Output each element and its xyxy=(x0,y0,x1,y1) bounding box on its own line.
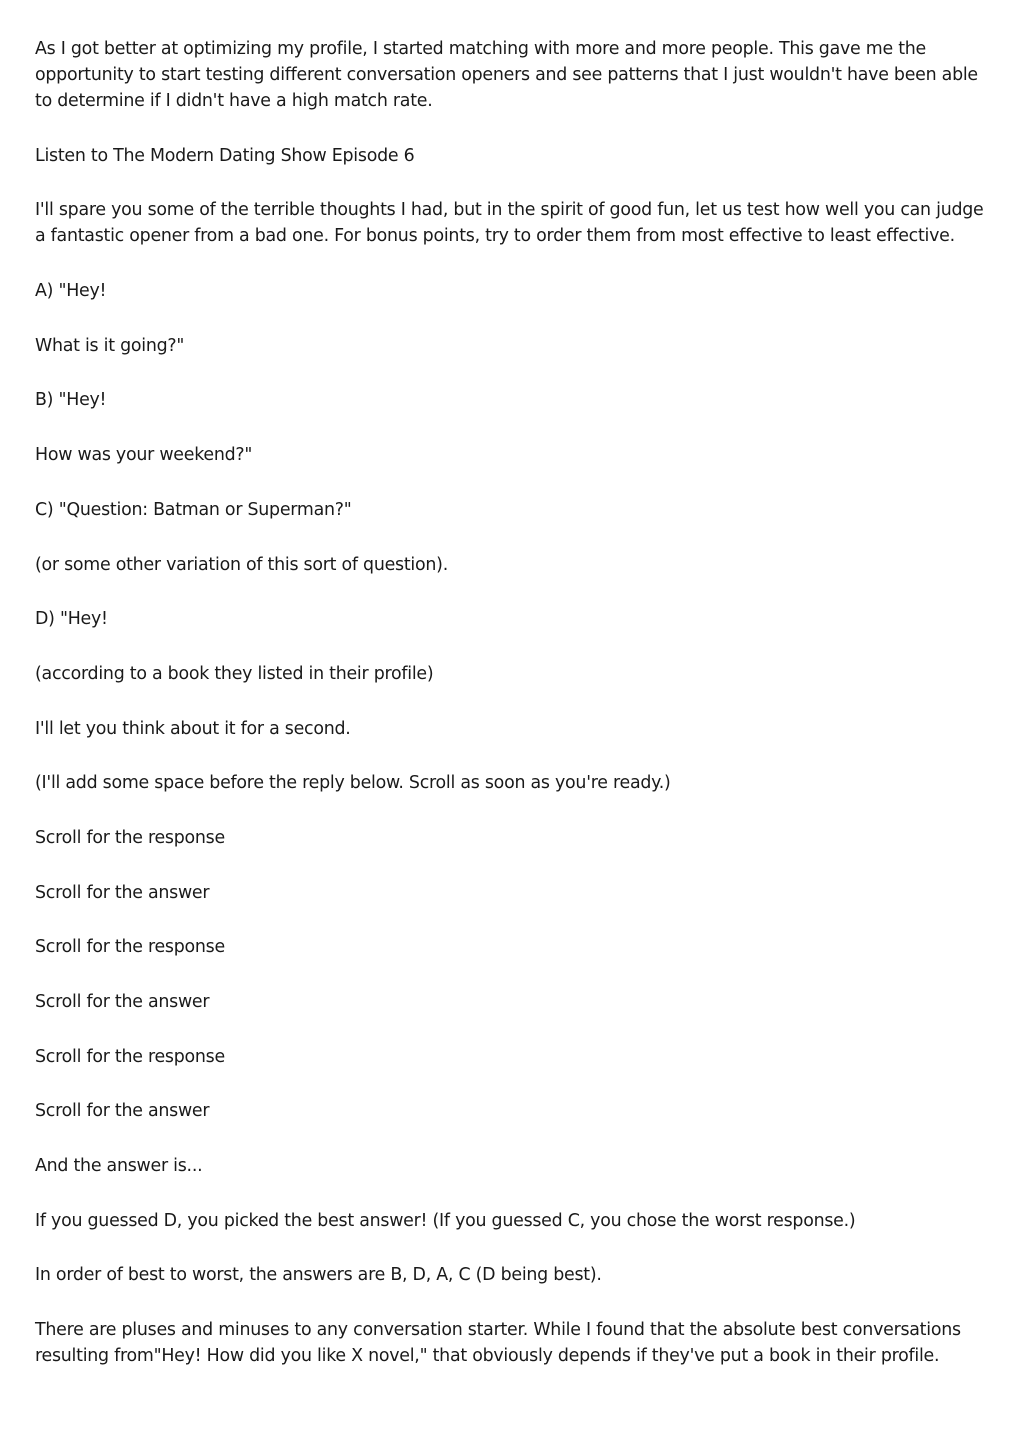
paragraph-episode-link: Listen to The Modern Dating Show Episode 6 xyxy=(35,145,415,166)
article-body xyxy=(35,36,995,1398)
paragraph-answer-order: In order of best to worst, the answers are B, D, A, C (D being best). xyxy=(35,1265,602,1286)
scroll-prompt: Scroll for the answer xyxy=(35,1101,210,1122)
paragraph-quiz-intro: I'll spare you some of the terrible thoughts I had, but in the spirit of good fun, let us test how well you can judge a fantastic opener from a bad one. For bonus points, try to order them from most effective to least effective. xyxy=(35,200,984,247)
paragraph-answer-reveal: And the answer is... xyxy=(35,1156,203,1177)
option-b-line-2: How was your weekend?" xyxy=(35,445,253,466)
option-d-line-2: (according to a book they listed in their profile) xyxy=(35,663,434,684)
option-a-line-1: A) "Hey! xyxy=(35,281,107,302)
option-d-line-1: D) "Hey! xyxy=(35,609,108,630)
paragraph-conclusion: There are pluses and minuses to any conversation starter. While I found that the absolute best conversations resulting from"Hey! How did you like X novel," that obviously depends if they've put a book in their profile. xyxy=(35,1320,961,1367)
paragraph-intro: As I got better at optimizing my profile, I started matching with more and more people. This gave me the opportunity to start testing different conversation openers and see patterns that I just wouldn't have been able to determine if I didn't have a high match rate. xyxy=(35,39,978,111)
scroll-prompt: Scroll for the response xyxy=(35,1046,225,1067)
paragraph-think: I'll let you think about it for a second. xyxy=(35,718,351,739)
paragraph-space-note: (I'll add some space before the reply below. Scroll as soon as you're ready.) xyxy=(35,773,671,794)
scroll-prompt: Scroll for the answer xyxy=(35,882,210,903)
scroll-prompt: Scroll for the answer xyxy=(35,992,210,1012)
option-c-line-1: C) "Question: Batman or Superman?" xyxy=(35,499,352,520)
option-c-line-2: (or some other variation of this sort of question). xyxy=(35,554,448,575)
scroll-prompt: Scroll for the response xyxy=(35,937,225,958)
scroll-prompt: Scroll for the response xyxy=(35,827,225,848)
paragraph-answer-result: If you guessed D, you picked the best answer! (If you guessed C, you chose the worst response.) xyxy=(35,1210,856,1231)
option-a-line-2: What is it going?" xyxy=(35,335,185,356)
option-b-line-1: B) "Hey! xyxy=(35,390,107,411)
